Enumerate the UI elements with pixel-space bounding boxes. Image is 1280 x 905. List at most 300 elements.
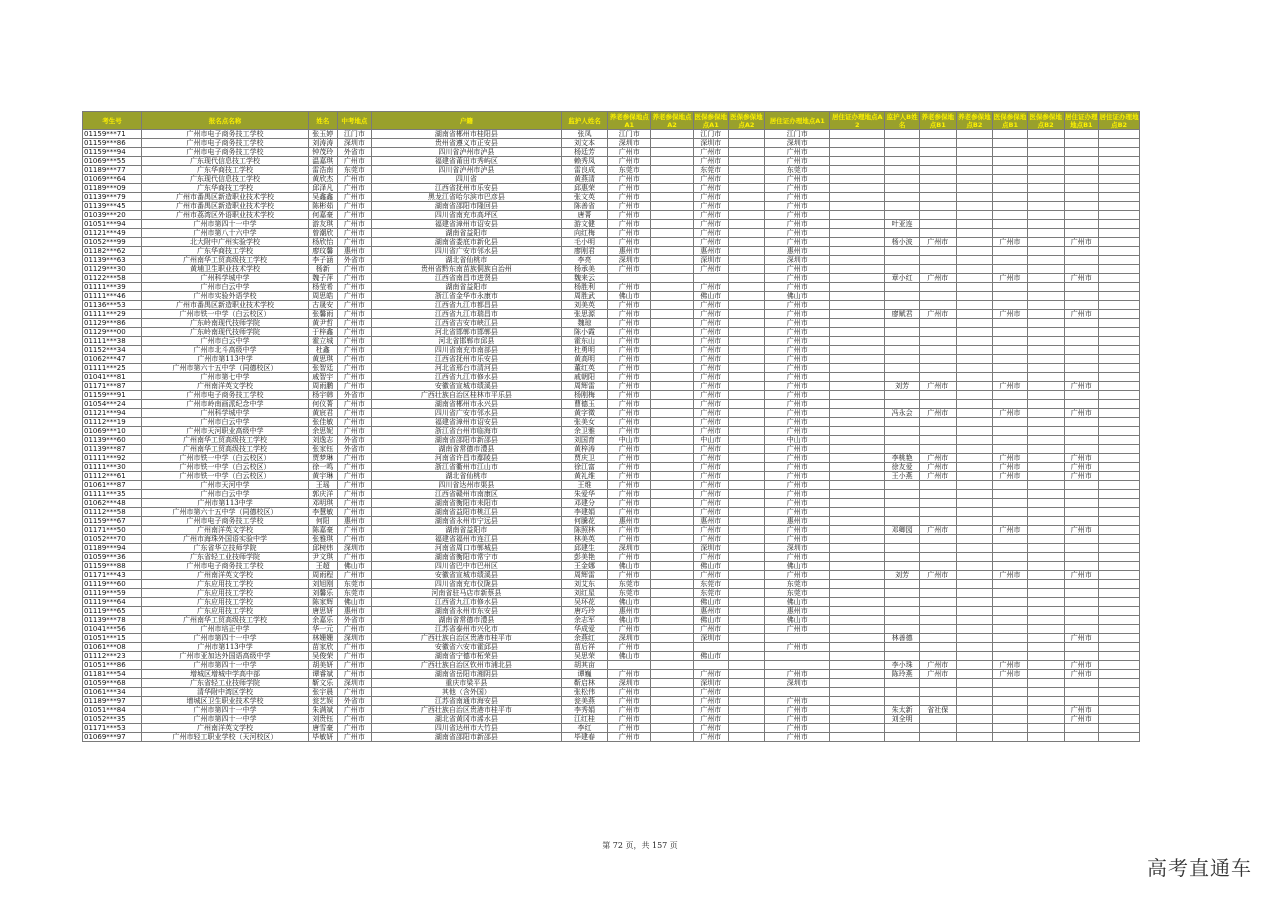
table-cell: 广州市 — [337, 211, 372, 220]
table-cell — [993, 202, 1028, 211]
table-cell: 黄梓涛 — [561, 445, 608, 454]
table-cell: 湖北省仙桃市 — [372, 256, 561, 265]
table-cell: 惠州市 — [608, 247, 651, 256]
table-cell — [728, 625, 765, 634]
table-cell: 惠州市 — [693, 517, 728, 526]
table-cell — [919, 301, 956, 310]
table-cell: 江西省南昌市进贤县 — [372, 274, 561, 283]
table-cell — [728, 445, 765, 454]
table-cell: 东莞市 — [765, 589, 830, 598]
table-cell: 广州市 — [337, 364, 372, 373]
table-cell — [651, 661, 694, 670]
table-cell: 广州市 — [693, 427, 728, 436]
table-cell: 李建娟 — [561, 508, 608, 517]
table-cell — [830, 508, 885, 517]
table-cell — [830, 256, 885, 265]
column-header: 养老参保地点A1 — [609, 112, 649, 129]
table-cell — [956, 301, 993, 310]
table-cell: 江西省九江市修水县 — [372, 598, 561, 607]
table-cell — [993, 157, 1028, 166]
table-cell: 福建省福州市连江县 — [372, 535, 561, 544]
table-row — [83, 706, 1140, 715]
table-cell: 01159***91 — [83, 391, 142, 400]
table-cell — [993, 625, 1028, 634]
table-cell — [885, 256, 920, 265]
table-cell: 广州市 — [765, 364, 830, 373]
table-cell — [956, 571, 993, 580]
table-cell: 广州市海珠外国语实验中学 — [142, 535, 309, 544]
table-cell: 广州市 — [337, 463, 372, 472]
table-cell — [651, 481, 694, 490]
table-cell: 曹德玉 — [561, 400, 608, 409]
table-cell — [885, 292, 920, 301]
table-cell: 廖赋君 — [885, 310, 920, 319]
table-cell: 邱泽凡 — [309, 184, 338, 193]
table-cell — [1099, 553, 1140, 562]
table-cell — [830, 607, 885, 616]
table-row — [83, 454, 1140, 463]
table-row — [83, 634, 1140, 643]
table-cell: 湖南省衡阳市耒阳市 — [372, 499, 561, 508]
table-cell: 李子涵 — [309, 256, 338, 265]
table-cell — [1027, 238, 1064, 247]
table-cell — [919, 328, 956, 337]
table-cell: 广州市 — [608, 157, 651, 166]
table-cell: 广州市 — [765, 265, 830, 274]
table-cell: 深圳市 — [765, 544, 830, 553]
table-cell: 广州市电子商务技工学校 — [142, 391, 309, 400]
table-cell: 吴环花 — [561, 598, 608, 607]
table-cell — [885, 733, 920, 742]
table-cell — [1099, 238, 1140, 247]
table-cell — [830, 580, 885, 589]
table-cell: 广州市 — [608, 193, 651, 202]
table-cell — [956, 454, 993, 463]
table-cell: 张松伟 — [561, 688, 608, 697]
table-cell: 陈彬茹 — [309, 202, 338, 211]
table-row — [83, 517, 1140, 526]
table-cell — [956, 625, 993, 634]
table-cell — [651, 427, 694, 436]
table-cell: 广州市番禺区新造职业技术学校 — [142, 193, 309, 202]
table-cell: 广州市 — [693, 490, 728, 499]
table-cell: 广州市 — [693, 373, 728, 382]
table-cell: 广州市 — [919, 526, 956, 535]
table-cell: 广州市 — [919, 382, 956, 391]
table-cell — [728, 247, 765, 256]
table-cell — [1099, 445, 1140, 454]
table-cell: 广州市 — [693, 310, 728, 319]
table-row — [83, 589, 1140, 598]
table-cell — [919, 490, 956, 499]
table-cell — [919, 148, 956, 157]
table-cell — [1027, 148, 1064, 157]
table-cell — [919, 697, 956, 706]
table-row — [83, 571, 1140, 580]
table-cell: 江苏省南通市海安县 — [372, 697, 561, 706]
table-cell — [885, 319, 920, 328]
table-cell: 01111***29 — [83, 310, 142, 319]
table-cell — [993, 634, 1028, 643]
table-cell: 惠州市 — [337, 607, 372, 616]
table-cell: 广州市 — [337, 571, 372, 580]
table-cell: 广州市 — [337, 346, 372, 355]
table-cell — [993, 346, 1028, 355]
table-cell: 01069***10 — [83, 427, 142, 436]
table-cell: 广州市 — [337, 193, 372, 202]
table-cell — [1099, 463, 1140, 472]
table-cell — [830, 571, 885, 580]
table-cell — [728, 409, 765, 418]
table-cell — [830, 688, 885, 697]
table-cell — [1027, 661, 1064, 670]
table-cell — [885, 553, 920, 562]
table-cell: 惠州市 — [765, 247, 830, 256]
table-cell: 广州市 — [765, 643, 830, 652]
table-cell — [830, 328, 885, 337]
table-cell — [956, 436, 993, 445]
table-cell: 01121***94 — [83, 409, 142, 418]
table-cell: 广州市 — [608, 346, 651, 355]
table-cell — [1064, 544, 1099, 553]
table-cell: 外省市 — [337, 256, 372, 265]
table-cell — [728, 301, 765, 310]
table-cell — [1027, 445, 1064, 454]
table-cell — [919, 679, 956, 688]
table-cell: 广州市 — [608, 229, 651, 238]
table-cell: 何仪菁 — [309, 400, 338, 409]
table-cell — [993, 418, 1028, 427]
table-cell: 外省市 — [337, 391, 372, 400]
table-cell: 广州市 — [608, 670, 651, 679]
table-cell — [1064, 211, 1099, 220]
table-cell — [728, 697, 765, 706]
table-cell — [956, 337, 993, 346]
table-row — [83, 355, 1140, 364]
table-cell — [728, 346, 765, 355]
table-cell — [885, 562, 920, 571]
table-cell: 霍立城 — [309, 337, 338, 346]
table-cell — [956, 418, 993, 427]
table-cell: 广东华商技工学校 — [142, 166, 309, 175]
table-cell: 毕敏妍 — [309, 733, 338, 742]
table-cell: 广州市 — [337, 688, 372, 697]
table-cell: 01069***64 — [83, 175, 142, 184]
table-cell: 何騰花 — [561, 517, 608, 526]
table-cell — [1099, 517, 1140, 526]
table-cell: 深圳市 — [608, 634, 651, 643]
table-cell — [728, 643, 765, 652]
table-cell — [728, 526, 765, 535]
table-cell — [956, 193, 993, 202]
table-cell — [885, 418, 920, 427]
table-cell: 广州市 — [765, 670, 830, 679]
table-cell — [830, 175, 885, 184]
table-cell: 其他（含外国） — [372, 688, 561, 697]
table-cell — [651, 166, 694, 175]
table-cell — [1064, 355, 1099, 364]
table-cell — [651, 373, 694, 382]
table-cell: 佛山市 — [608, 598, 651, 607]
table-cell: 杜鑫 — [309, 346, 338, 355]
table-cell — [956, 697, 993, 706]
table-cell: 01159***71 — [83, 130, 142, 139]
table-cell — [993, 553, 1028, 562]
table-cell: 广州南洋英文学校 — [142, 724, 309, 733]
table-cell: 01171***43 — [83, 571, 142, 580]
table-cell — [728, 535, 765, 544]
table-cell — [885, 139, 920, 148]
table-cell — [993, 490, 1028, 499]
table-cell: 广州市 — [693, 391, 728, 400]
table-cell: 广州市 — [693, 688, 728, 697]
table-cell: 黄尹哲 — [309, 319, 338, 328]
table-cell — [956, 517, 993, 526]
table-cell: 广州市 — [693, 382, 728, 391]
table-cell: 广州市 — [337, 490, 372, 499]
table-cell — [919, 373, 956, 382]
table-cell: 01159***67 — [83, 517, 142, 526]
table-cell: 广州市 — [693, 400, 728, 409]
table-cell: 广州市 — [608, 355, 651, 364]
table-cell: 广州市电子商务技工学校 — [142, 139, 309, 148]
table-cell: 四川省达州市渠县 — [372, 481, 561, 490]
table-cell — [885, 679, 920, 688]
table-cell — [919, 562, 956, 571]
table-cell — [651, 409, 694, 418]
table-cell: 01119***65 — [83, 607, 142, 616]
table-cell — [1064, 553, 1099, 562]
table-cell — [830, 652, 885, 661]
table-cell: 贵州省遵义市正安县 — [372, 139, 561, 148]
table-cell — [885, 247, 920, 256]
table-cell — [993, 373, 1028, 382]
table-cell: 广州市 — [337, 220, 372, 229]
table-cell — [919, 436, 956, 445]
table-cell: 董红英 — [561, 364, 608, 373]
table-row — [83, 400, 1140, 409]
table-cell: 广州市铁一中学（白云校区） — [142, 454, 309, 463]
table-cell: 01111***39 — [83, 283, 142, 292]
table-cell: 广州市 — [919, 310, 956, 319]
table-cell: 广州南洋英文学校 — [142, 571, 309, 580]
table-cell — [919, 193, 956, 202]
table-cell: 广州市 — [693, 535, 728, 544]
table-cell: 广州市 — [608, 400, 651, 409]
table-cell — [1099, 562, 1140, 571]
table-cell — [1099, 598, 1140, 607]
table-cell — [956, 157, 993, 166]
table-cell — [830, 310, 885, 319]
table-cell — [651, 508, 694, 517]
table-cell — [1027, 364, 1064, 373]
table-cell — [885, 346, 920, 355]
table-cell: 广州市 — [608, 391, 651, 400]
table-cell — [919, 535, 956, 544]
table-cell — [830, 643, 885, 652]
table-cell — [1064, 157, 1099, 166]
table-cell: 唐菁 — [561, 211, 608, 220]
table-row — [83, 580, 1140, 589]
table-cell — [830, 193, 885, 202]
table-cell — [728, 688, 765, 697]
table-cell: 佛山市 — [765, 598, 830, 607]
table-cell — [919, 211, 956, 220]
table-row — [83, 625, 1140, 634]
table-cell: 刘芳 — [885, 382, 920, 391]
table-cell: 杨欣怡 — [309, 238, 338, 247]
table-cell: 广州市 — [765, 508, 830, 517]
column-header: 养老参保地点B2 — [956, 112, 993, 130]
table-cell: 四川省广安市邻水县 — [372, 409, 561, 418]
table-cell: 徐友爱 — [885, 463, 920, 472]
table-row — [83, 193, 1140, 202]
table-cell — [885, 589, 920, 598]
table-cell — [728, 670, 765, 679]
table-cell: 深圳市 — [337, 544, 372, 553]
table-cell — [651, 193, 694, 202]
table-cell — [830, 715, 885, 724]
table-cell: 广州市白云中学 — [142, 418, 309, 427]
table-cell: 戚智宇 — [309, 373, 338, 382]
table-cell — [728, 274, 765, 283]
table-cell: 安徽省宣城市绩溪县 — [372, 382, 561, 391]
table-row — [83, 652, 1140, 661]
table-cell: 广州市 — [693, 229, 728, 238]
table-cell: 01111***25 — [83, 364, 142, 373]
table-cell — [919, 652, 956, 661]
table-cell: 刘涛涛 — [309, 139, 338, 148]
table-cell: 深圳市 — [765, 139, 830, 148]
table-cell — [1027, 652, 1064, 661]
table-cell — [1099, 733, 1140, 742]
table-cell: 广州市电子商务技工学校 — [142, 562, 309, 571]
table-cell: 广州市 — [337, 283, 372, 292]
table-cell: 惠州市 — [608, 517, 651, 526]
table-cell — [651, 580, 694, 589]
table-row — [83, 328, 1140, 337]
table-cell: 佛山市 — [693, 616, 728, 625]
table-cell — [1099, 247, 1140, 256]
table-cell: 广州市电子商务技工学校 — [142, 130, 309, 139]
table-cell: 广州市 — [337, 418, 372, 427]
table-cell: 广州市 — [993, 526, 1028, 535]
table-row — [83, 607, 1140, 616]
table-row — [83, 481, 1140, 490]
table-cell: 苗后祥 — [561, 643, 608, 652]
table-cell: 黄高明 — [561, 355, 608, 364]
table-cell: 广州市 — [765, 283, 830, 292]
header-row — [83, 112, 1140, 130]
table-cell: 广州市 — [608, 445, 651, 454]
table-cell — [956, 184, 993, 193]
table-cell: 广州市 — [919, 454, 956, 463]
table-cell — [1099, 706, 1140, 715]
table-cell — [651, 418, 694, 427]
table-cell — [651, 319, 694, 328]
table-cell — [728, 157, 765, 166]
table-cell — [956, 256, 993, 265]
table-cell: 周辉雷 — [561, 382, 608, 391]
table-cell: 广州市 — [608, 571, 651, 580]
table-cell — [728, 589, 765, 598]
table-cell — [1099, 229, 1140, 238]
table-cell: 毕建春 — [561, 733, 608, 742]
table-cell — [1027, 301, 1064, 310]
table-cell: 广州市第113中学 — [142, 499, 309, 508]
table-cell: 广州市 — [765, 499, 830, 508]
table-row — [83, 499, 1140, 508]
table-cell — [956, 391, 993, 400]
table-cell — [885, 175, 920, 184]
table-row — [83, 184, 1140, 193]
table-cell: 黄字徵 — [561, 409, 608, 418]
table-cell: 广东应用技工学校 — [142, 607, 309, 616]
table-cell: 广州市 — [608, 418, 651, 427]
table-cell: 01122***58 — [83, 274, 142, 283]
table-row — [83, 220, 1140, 229]
table-cell: 广州市 — [765, 715, 830, 724]
table-cell — [956, 607, 993, 616]
table-cell: 广州市 — [608, 724, 651, 733]
table-cell — [1064, 139, 1099, 148]
table-cell — [1064, 283, 1099, 292]
column-header: 养老参保地点A2 — [652, 112, 692, 129]
page-footer: 第 72 页，共 157 页 — [602, 841, 678, 850]
table-cell — [993, 706, 1028, 715]
table-cell: 游文健 — [561, 220, 608, 229]
table-cell — [919, 616, 956, 625]
column-header: 居住证办理地点B2 — [1099, 112, 1139, 129]
table-cell: 戚朝阳 — [561, 373, 608, 382]
table-cell: 佛山市 — [765, 292, 830, 301]
table-row — [83, 427, 1140, 436]
table-cell — [993, 679, 1028, 688]
table-cell — [993, 499, 1028, 508]
table-cell — [1064, 580, 1099, 589]
table-cell: 广州市 — [765, 229, 830, 238]
table-cell: 湖南省益阳市 — [372, 283, 561, 292]
table-cell: 01171***87 — [83, 382, 142, 391]
table-cell: 广东岭南现代技师学院 — [142, 328, 309, 337]
table-cell: 01121***49 — [83, 229, 142, 238]
table-cell — [728, 382, 765, 391]
table-cell: 深圳市 — [693, 139, 728, 148]
table-cell: 广州市 — [765, 697, 830, 706]
table-cell: 中山市 — [608, 436, 651, 445]
table-cell: 01129***30 — [83, 265, 142, 274]
table-cell: 广州市 — [337, 328, 372, 337]
table-cell: 广州市第六十五中学（同德校区） — [142, 508, 309, 517]
table-cell — [956, 292, 993, 301]
table-cell — [956, 202, 993, 211]
table-cell — [830, 319, 885, 328]
table-cell: 湖南省益阳市桃江县 — [372, 508, 561, 517]
table-cell: 广州市 — [993, 463, 1028, 472]
table-cell — [1027, 463, 1064, 472]
table-cell: 广州市 — [693, 526, 728, 535]
table-cell: 广州市 — [608, 697, 651, 706]
table-cell — [830, 670, 885, 679]
table-cell: 杨刚梅 — [561, 391, 608, 400]
table-cell: 邓卿园 — [885, 526, 920, 535]
table-cell — [651, 697, 694, 706]
table-cell — [830, 733, 885, 742]
table-cell: 吴思荣 — [561, 652, 608, 661]
column-header: 中考地点 — [337, 112, 372, 130]
table-cell: 刘全明 — [885, 715, 920, 724]
table-cell — [651, 355, 694, 364]
